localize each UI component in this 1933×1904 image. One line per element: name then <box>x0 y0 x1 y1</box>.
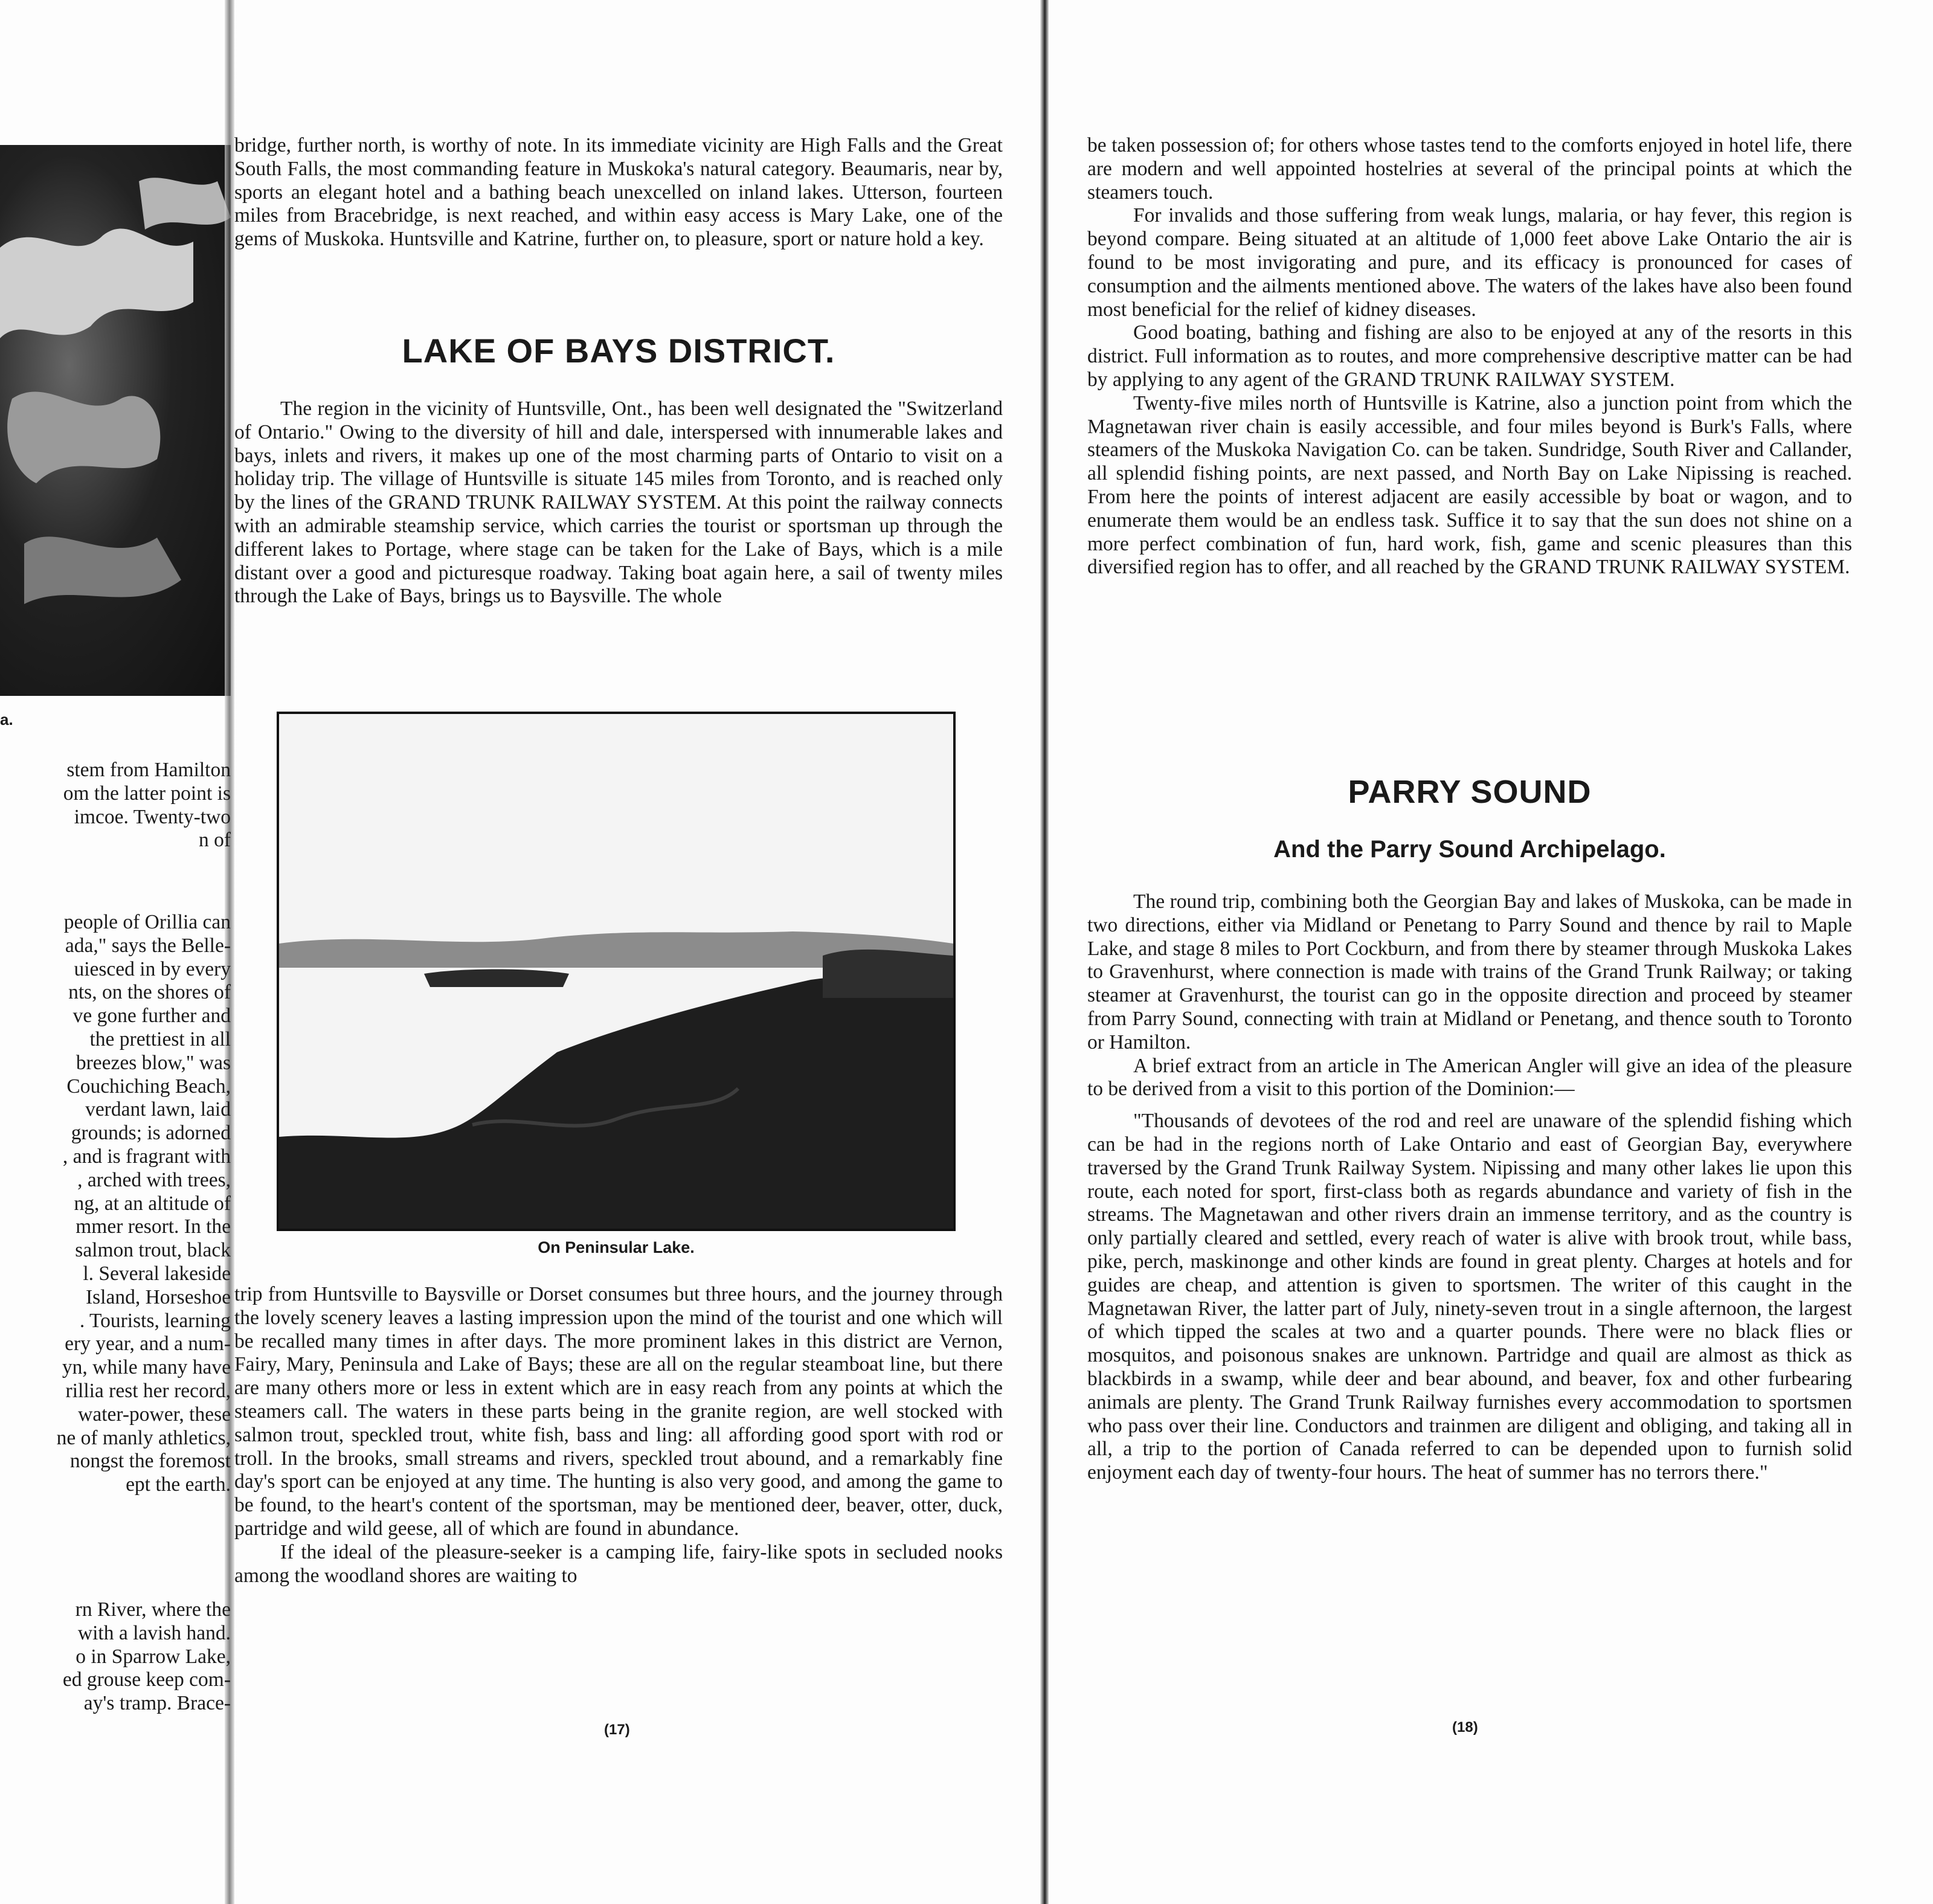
previous-page-line: stem from Hamilton <box>66 759 231 781</box>
page-number-17: (17) <box>604 1722 630 1738</box>
peninsular-lake-photo <box>277 712 956 1231</box>
previous-page-line: ery year, and a num- <box>65 1333 231 1356</box>
previous-page-text-c <box>0 1598 231 1719</box>
previous-page-line: mmer resort. In the <box>76 1215 231 1238</box>
camping-paragraph: If the ideal of the pleasure-seeker is a camping life, fairy-like spots in secluded nooks among the woodland shores are waiting to <box>234 1540 1003 1587</box>
boating-paragraph: Good boating, bathing and fishing are also to be enjoyed at any of the resorts in this district. Full information as to routes, and more comprehensive descriptive matter can be had by applying to any agent of the GRAND TRUNK RAILWAY SYSTEM. <box>1087 321 1852 391</box>
previous-page-line: yn, while many have <box>62 1356 231 1379</box>
previous-page-line: salmon trout, black <box>75 1239 231 1262</box>
trip-paragraph: trip from Huntsville to Baysville or Dorset consumes but three hours, and the journey through the lovely scenery leaves a lasting impression upon the mind of the tourist and one which will be recalled many times in after days. The more prominent lakes in this district are Vernon, Fairy, Mary, Peninsula and Lake of Bays; these are all on the regular steamboat line, but there are many others more or less in extent which are in easy reach from any points at which the steamers call. The waters in these parts being in the granite region, are well stocked with salmon trout, speckled trout, white fish, bass and ling: all affording good sport with rod or troll. In the brooks, small streams and rivers, speckled trout abound, and a remarkably fine day's sport can be enjoyed at any time. The hunting is also very good, and among the game to be found, to the heart's content of the sportsman, may be mentioned deer, beaver, otter, duck, partridge and wild geese, all of which are found in abundance. <box>234 1283 1003 1540</box>
previous-page-line: rn River, where the <box>75 1598 231 1621</box>
previous-page-line: , arched with trees, <box>77 1168 231 1191</box>
page-17-intro <box>234 134 1003 251</box>
katrine-paragraph: Twenty-five miles north of Huntsville is Katrine, also a junction point from which the Magnetawan river chain is easily accessible, and four miles beyond is Burk's Falls, where steamers of the Muskoka Navigation Co. can be taken. Sundridge, South River and Callander, all splendid fishing points, are next passed, and North Bay on Lake Nipissing is reached. From here the points of interest adjacent are easily accessible by boat or wagon, and to enumerate them would be an endless task. Suffice it to say that the sun does not shine on a more perfect combination of fun, hard work, fish, game and scenic pleasures than this diversified region has to offer, and all reached by the GRAND TRUNK RAILWAY SYSTEM. <box>1087 391 1852 579</box>
round-trip-paragraph: The round trip, combining both the Georgian Bay and lakes of Muskoka, can be made in two directions, either via Midland or Penetang to Parry Sound and thence by rail to Maple Lake, and stage 8 miles to Port Cockburn, and from there by steamer through Muskoka Lakes to Gravenhurst, where connection is made with trains of the Grand Trunk Railway; or taking steamer at Gravenhurst, the tourist can go in the opposite direction and proceed by steamer from Parry Sound, connecting with train at Midland or Penetang, and thence south to Toronto or Hamilton. <box>1087 890 1852 1053</box>
previous-page-line: om the latter point is <box>63 782 231 805</box>
quote-paragraph: "Thousands of devotees of the rod and reel are unaware of the splendid fishing which can be had in the regions north of Lake Ontario and east of Georgian Bay, everywhere traversed by the Grand Trunk Railway System. Nipissing and many other lakes lie upon this route, each noted for sport, first-class both as regards abundance and variety of fish in the streams. The Magnetawan and other rivers drain an immense territory, and as the country is only partially cleared and settled, every reach of water is alive with brook trout, while bass, pike, perch, maskinonge and other kinds are found in great plenty. Charges at hotels and for guides are cheap, and attention is given to sportsmen. The writer of this caught in the Magnetawan River, the latter part of July, ninety-seven trout in a single afternoon, the largest of which tipped the scales at two and a quarter pounds. There were no black flies or mosquitos, and poisonous snakes are unknown. Partridge and quail are almost as thick as blackbirds in a swamp, while deer and bear abound, and beaver, fox and other furbearing animals are plenty. The Grand Trunk Railway furnishes every accommodation to sportsmen who pass over their line. Conductors and trainmen are diligent and obliging, and taking all in all, a trip to the portion of Canada referred to can be depended upon to furnish solid enjoyment each day of twenty-four hours. The heat of summer has no terrors there." <box>1087 1110 1852 1484</box>
previous-page-line: verdant lawn, laid <box>85 1098 231 1121</box>
previous-page-line: ng, at an altitude of <box>74 1192 231 1215</box>
hotel-paragraph: be taken possession of; for others whose tastes tend to the comforts enjoyed in hotel life, there are modern and well appointed hostelries at several of the principal points at which the steamers touch. <box>1087 134 1852 204</box>
lake-landscape-graphic <box>279 714 953 1229</box>
previous-page-line: , and is fragrant with <box>62 1145 231 1168</box>
book-gutter <box>1040 0 1049 1904</box>
previous-page-line: l. Several lakeside <box>83 1262 231 1285</box>
previous-page-line: ed grouse keep com- <box>62 1668 231 1691</box>
invalids-paragraph: For invalids and those suffering from weak lungs, malaria, or hay fever, this region is beyond compare. Being situated at an altitude of 1,000 feet above Lake Ontario the air is found to be most invigorating and pure, and its efficacy is pronounced for cases of consumption and the ailments mentioned above. The waters of the lakes have also been found most beneficial for the relief of kidney diseases. <box>1087 204 1852 321</box>
previous-page-line: ne of manly athletics, <box>56 1426 231 1449</box>
previous-page-line: rillia rest her record, <box>65 1379 231 1402</box>
previous-page-line: n of <box>198 829 231 852</box>
lake-of-bays-paragraph: The region in the vicinity of Huntsville, Ont., has been well designated the "Switzerland of Ontario." Owing to the diversity of hill and dale, interspersed with innumerable lakes and bays, inlets and rivers, it makes up one of the most charming parts of Ontario to visit on a holiday trip. The village of Huntsville is situate 145 miles from Toronto, and is reached only by the lines of the GRAND TRUNK RAILWAY SYSTEM. At this point the railway connects with an admirable steamship service, which carries the tourist or sportsman up through the different lakes to Portage, where stage can be taken for the Lake of Bays, which is a mile distant over a good and picturesque roadway. Taking boat again here, a sail of twenty miles through the Lake of Bays, brings us to Baysville. The whole <box>234 397 1003 608</box>
previous-page-line: . Tourists, learning <box>79 1309 231 1332</box>
previous-page-text-a <box>0 759 231 861</box>
page-18-top <box>1087 134 1852 579</box>
foliage-photo-graphic <box>0 145 231 696</box>
previous-page-line: uiesced in by every <box>74 957 231 980</box>
photo-caption: On Peninsular Lake. <box>538 1238 695 1256</box>
page-number-18: (18) <box>1452 1719 1478 1735</box>
previous-page-line: ada," says the Belle- <box>65 934 231 957</box>
previous-page-photo <box>0 145 231 696</box>
previous-page-line: Couchiching Beach, <box>66 1075 231 1098</box>
extract-paragraph: A brief extract from an article in The American Angler will give an idea of the pleasure to be derived from a visit to this portion of the Dominion:— <box>1087 1054 1852 1101</box>
previous-page-line: ve gone further and <box>72 1005 231 1028</box>
previous-page-line: ept the earth. <box>126 1473 231 1496</box>
previous-page-line: nongst the foremost <box>69 1450 231 1473</box>
previous-page-text-b <box>0 911 231 1533</box>
previous-page-line: with a lavish hand. <box>77 1621 231 1644</box>
previous-page-line: people of Orillia can <box>63 911 231 933</box>
previous-page-line: ay's tramp. Brace- <box>83 1692 231 1715</box>
caption-fragment: a. <box>0 710 13 728</box>
previous-page-line: nts, on the shores of <box>68 981 231 1004</box>
previous-page-line: the prettiest in all <box>89 1028 231 1050</box>
page-18-bottom <box>1087 890 1852 1485</box>
previous-page-line: breezes blow," was <box>76 1051 231 1074</box>
intro-paragraph: bridge, further north, is worthy of note. In its immediate vicinity are High Falls and the Great South Falls, the most commanding feature in Muskoka's natural category. Beaumaris, near by, sports an elegant hotel and a bathing beach unexcelled on inland lakes. Utterson, fourteen miles from Bracebridge, is next reached, and within easy access is Mary Lake, one of the gems of Muskoka. Huntsville and Katrine, further on, to pleasure, sport or nature hold a key. <box>234 134 1003 251</box>
parry-sound-subheading: And the Parry Sound Archipelago. <box>1273 836 1666 863</box>
previous-page-caption <box>0 708 231 732</box>
page-17-paragraph-1 <box>234 397 1003 680</box>
page-17-paragraph-2 <box>234 1283 1003 1587</box>
previous-page-line: o in Sparrow Lake, <box>76 1645 231 1668</box>
previous-page-line: imcoe. Twenty-two <box>74 805 231 828</box>
lake-of-bays-heading: LAKE OF BAYS DISTRICT. <box>402 332 835 370</box>
previous-page-line: grounds; is adorned <box>71 1122 231 1145</box>
previous-page-line: water-power, these <box>78 1403 231 1426</box>
parry-sound-heading: PARRY SOUND <box>1348 774 1592 810</box>
previous-page-line: Island, Horseshoe <box>85 1285 231 1308</box>
